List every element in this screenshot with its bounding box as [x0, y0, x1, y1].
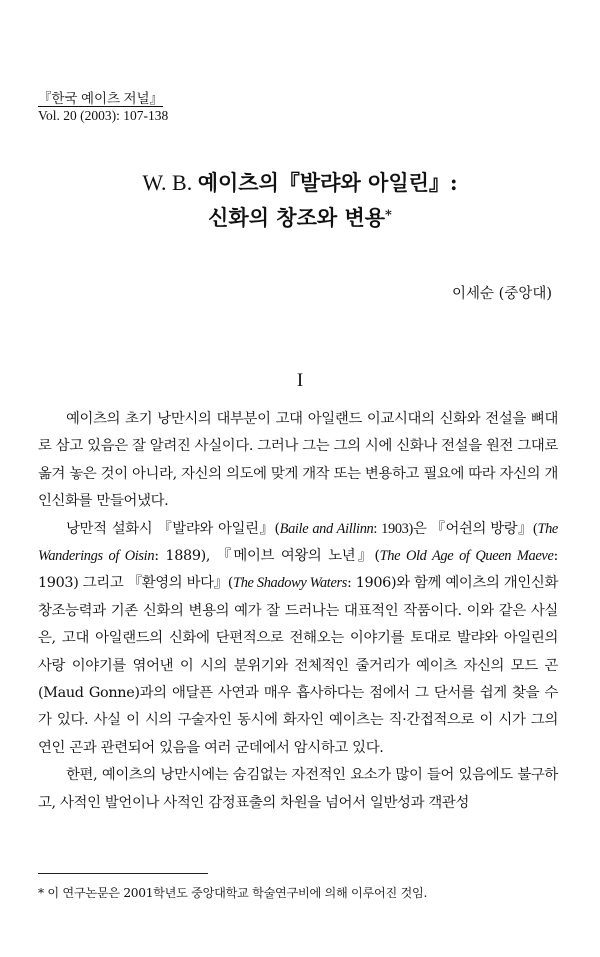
title-line-1	[0, 168, 600, 198]
paragraph-2-text: 낭만적 설화시 『발랴와 아일린』(	[66, 520, 280, 537]
work-title-italic: Baile and Aillinn	[279, 520, 374, 537]
paragraph-2-text: : 1906)와 함께 예이츠의 개인신화 창조능력과 기존 신화의 변용의 예가 잘 드러나는 대표적인 작품이다. 이와 같은 사실은, 고대 아일랜드의 신화에 단편적으로 전해오는 이야기를 토대로 발랴와 아일린의 사랑 이야기를 엮어낸 이 시의 분위기와 전체적인 줄거리가 예이츠 자신의 모드 곤(Maud Gonne)과의 애달픈 사연과 매우 흡사하다는 점에서 그 단서를 쉽게 찾을 수가 있다. 사실 이 시의 구술자인 동시에 화자인 예이츠는 직·간접적으로 이 시가 그의 연인 곤과 관련되어 있음을 여러 군데에서 암시하고 있다.	[38, 575, 559, 756]
title-main: 예이츠의『발랴와 아일린』:	[197, 170, 458, 195]
title-footnote-marker: *	[385, 208, 392, 223]
footnote: * 이 연구논문은 2001학년도 중앙대학교 학술연구비에 의해 이루어진 것임.	[38, 886, 428, 900]
journal-volume: Vol. 20 (2003): 107-138	[38, 108, 169, 123]
section-heading: I	[296, 370, 304, 391]
journal-name: 『한국 예이츠 저널』	[38, 91, 164, 106]
title-subtitle: 신화의 창조와 변용	[208, 205, 386, 230]
paragraph-2-text: : 1903) 그리고 『환영의 바다』(	[38, 548, 558, 592]
body-text	[38, 406, 558, 817]
paragraph-2	[38, 516, 558, 763]
work-title-italic: The Old Age of Queen Maeve	[379, 548, 554, 565]
author-affiliation: 이세순 (중앙대)	[452, 286, 552, 302]
work-title-italic: The Wanderings of Oisin	[38, 520, 558, 565]
paragraph-2-text: : 1903)은 『어쉰의 방랑』(	[373, 520, 538, 537]
paragraph-2-text: : 1889), 『메이브 여왕의 노년』(	[154, 548, 380, 565]
work-title-italic: The Shadowy Waters	[233, 575, 347, 592]
journal-header	[38, 90, 168, 124]
article-title	[0, 168, 600, 233]
paragraph-1: 예이츠의 초기 낭만시의 대부분이 고대 아일랜드 이교시대의 신화와 전설을 뼈대로 삼고 있음은 잘 알려진 사실이다. 그러나 그는 그의 시에 신화나 전설을 원전 그대로 옮겨 놓은 것이 아니라, 자신의 의도에 맞게 개작 또는 변용하고 필요에 따라 자신의 개인신화를 만들어냈다.	[38, 411, 558, 510]
title-line-2	[0, 201, 600, 233]
title-author-initials: W. B.	[142, 170, 198, 195]
footnote-divider	[38, 873, 208, 874]
paragraph-3: 한편, 예이츠의 낭만시에는 숨김없는 자전적인 요소가 많이 들어 있음에도 불구하고, 사적인 발언이나 사적인 감정표출의 차원을 넘어서 일반성과 객관성	[38, 767, 558, 811]
